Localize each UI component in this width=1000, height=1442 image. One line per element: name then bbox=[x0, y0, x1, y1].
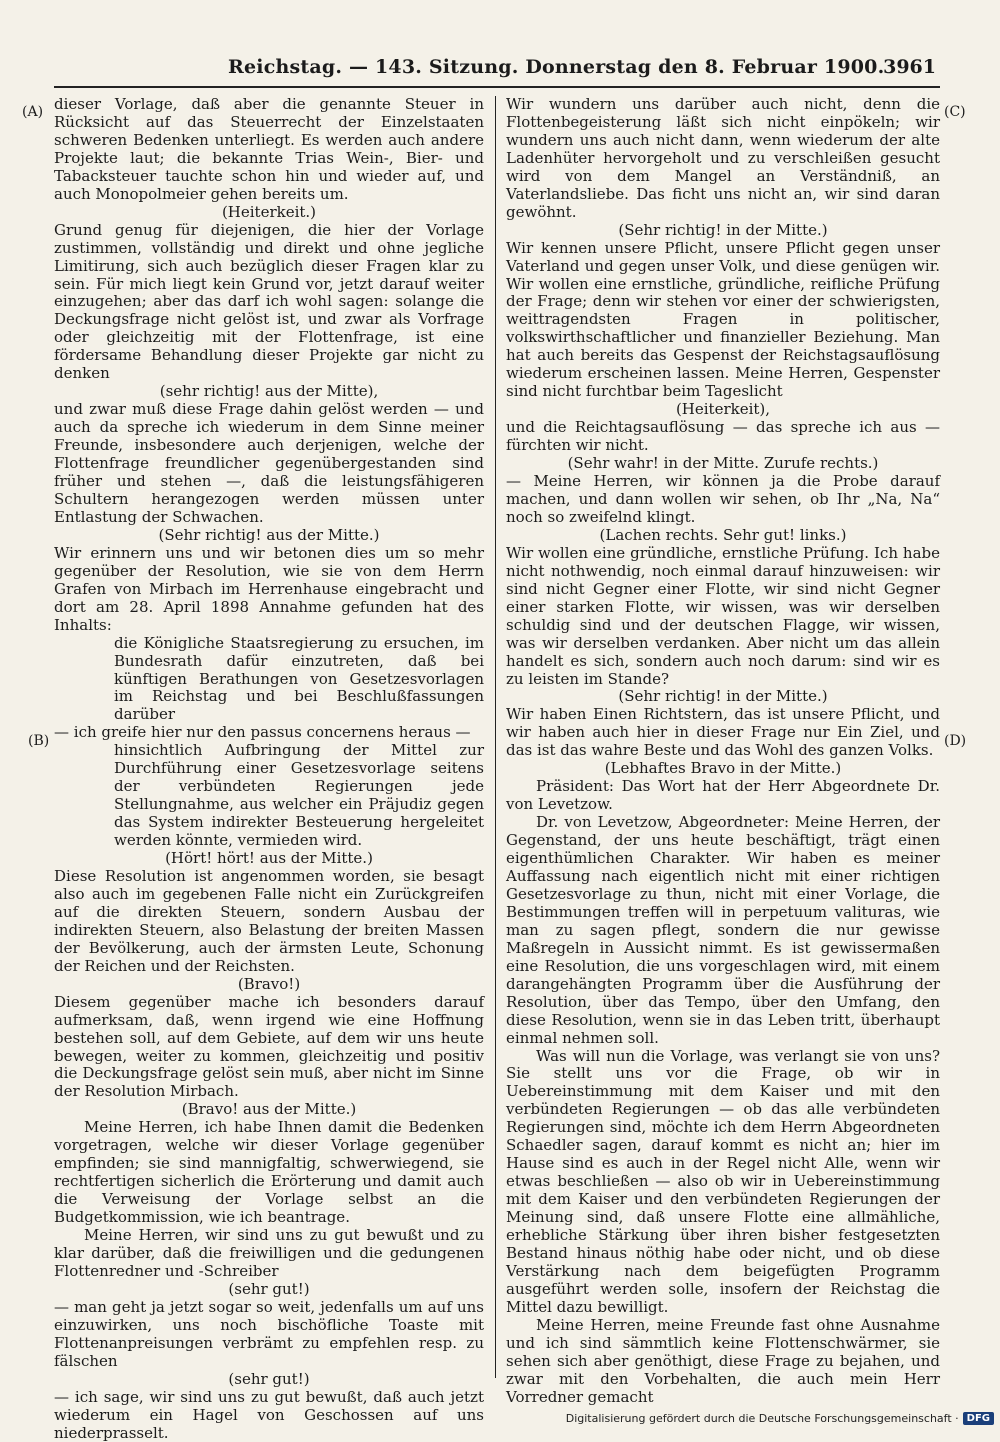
interjection: (Bravo! aus der Mitte.) bbox=[181, 1100, 357, 1119]
margin-mark-c: (C) bbox=[944, 104, 966, 120]
interjection: (Heiterkeit.) bbox=[221, 202, 317, 221]
paragraph: und zwar muß diese Frage dahin gelöst werden — und auch da spreche ich wiederum in dem Sinne meiner Freunde, insbesondere auch derjenigen, welche der Flottenfrage freundlicher gegenübergestanden sind früher und stehen —, daß die leistungsfähigeren Schultern herangezogen werden müssen unter Entlastung der Schwachen. bbox=[54, 400, 484, 526]
interjection: (sehr gut!) bbox=[228, 1369, 310, 1388]
paragraph: Wir wollen eine gründliche, ernstliche Prüfung. Ich habe nicht nothwendig, noch einmal darauf hinzuweisen: wir sind nicht Gegner einer Flotte, wir sind nicht Gegner einer starken Flotte, wir wissen, was wir derselben schuldig sind und der deutschen Flagge, wir wissen, was wir derselben verdanken. Aber nicht um das allein handelt es sich, sondern auch noch darum: sind wir es zu leisten im Stande? bbox=[506, 543, 940, 688]
interjection: (Sehr richtig! aus der Mitte.) bbox=[158, 525, 380, 544]
margin-mark-a: (A) bbox=[22, 104, 44, 120]
interjection: (Lachen rechts. Sehr gut! links.) bbox=[599, 525, 847, 544]
speaker-paragraph: Präsident: Das Wort hat der Herr Abgeordnete Dr. von Levetzow. bbox=[506, 777, 940, 814]
paragraph: — ich greife hier nur den passus concernens heraus — bbox=[54, 723, 471, 742]
paragraph: Wir erinnern uns und wir betonen dies um so mehr gegenüber der Resolution, wie sie von dem Herrn Grafen von Mirbach im Herrenhause eingebracht und dort am 28. April 1898 Annahme gefunden hat des Inhalts: bbox=[54, 543, 484, 634]
dfg-logo: DFG bbox=[963, 1412, 994, 1425]
interjection: (sehr richtig! aus der Mitte), bbox=[159, 382, 379, 401]
paragraph: Wir kennen unsere Pflicht, unsere Pflicht gegen unser Vaterland und gegen unser Volk, und diese genügen wir. Wir wollen eine ernstliche, gründliche, reifliche Prüfung der Frage; denn wir stehen vor einer der schwierigsten, weittragendsten Fragen in politischer, volkswirthschaftlicher und finanzieller Beziehung. Man hat auch bereits das Gespenst der Reichstagsauflösung wiederum erscheinen lassen. Meine Herren, Gespenster sind nicht furchtbar beim Tageslicht bbox=[506, 238, 940, 401]
page-header bbox=[228, 50, 936, 84]
paragraph: — Meine Herren, wir können ja die Probe darauf machen, und dann wollen wir sehen, ob Ihr „Na, Na“ noch so zweifelnd klingt. bbox=[506, 472, 940, 526]
paragraph: Was will nun die Vorlage, was verlangt sie von uns? Sie stellt uns vor die Frage, ob wir in Uebereinstimmung mit dem Kaiser und mit den verbündeten Regierungen — ob das alle verbündeten Regierungen sind, möchte ich dem Herrn Abgeordneten Schaedler sagen, darauf kommt es nicht an; hier im Hause sind es auch in der Regel nicht Alle, wenn wir etwas beschließen — also ob wir in Uebereinstimmung mit dem Kaiser und den verbündeten Regierungen der Meinung sind, daß unsere Flotte eine allmähliche, erhebliche Stärkung über ihren bisher festgesetzten Bestand hinaus nöthig habe oder nicht, und ob diese Verstärkung nach dem beigefügten Programm ausgeführt werden solle, insofern der Reichstag die Mittel dazu bewilligt. bbox=[506, 1046, 940, 1316]
interjection: (Hört! hört! aus der Mitte.) bbox=[165, 849, 373, 868]
column-rule bbox=[495, 96, 496, 1378]
paragraph: Grund genug für diejenigen, die hier der Vorlage zustimmen, vollständig und direkt und ohne jegliche Limitirung, sich auch bezüglich dieser Fragen klar zu sein. Für mich liegt kein Grund vor, jetzt darauf weiter einzugehen; aber das darf ich wohl sagen: solange die Deckungsfrage nicht gelöst ist, und zwar als Vorfrage oder gleichzeitig mit der Flottenfrage, ist eine fördersame Behandlung dieser Projekte gar nicht zu denken bbox=[54, 220, 484, 383]
running-head: Reichstag. — 143. Sitzung. Donnerstag den 8. Februar 1900. bbox=[228, 56, 885, 78]
interjection: (Sehr richtig! in der Mitte.) bbox=[618, 687, 828, 706]
interjection: (Heiterkeit), bbox=[675, 400, 771, 419]
page-number: 3961 bbox=[883, 56, 936, 78]
digitization-credit bbox=[566, 1412, 994, 1425]
right-column bbox=[506, 95, 940, 1406]
quoted-resolution: die Königliche Staatsregierung zu ersuchen, im Bundesrath dafür einzutreten, daß bei künftigen Berathungen von Gesetzesvorlagen im Reichstag und bei Beschlußfassungen darüber bbox=[114, 633, 484, 724]
interjection: (Sehr richtig! in der Mitte.) bbox=[618, 220, 828, 239]
interjection: (Lebhaftes Bravo in der Mitte.) bbox=[604, 759, 842, 778]
paragraph: Diesem gegenüber mache ich besonders darauf aufmerksam, daß, wenn irgend wie eine Hoffnung bestehen soll, auf dem Gebiete, auf dem wir uns heute bewegen, weiter zu kommen, gleichzeitig und positiv die Deckungsfrage gelöst sein muß, aber nicht im Sinne der Resolution Mirbach. bbox=[54, 992, 484, 1101]
paragraph: Wir wundern uns darüber auch nicht, denn die Flottenbegeisterung läßt sich nicht einpökeln; wir wundern uns auch nicht dann, wenn wiederum der alte Ladenhüter hervorgeholt und zu verschleißen gesucht wird von dem Mangel an Verständniß, an Vaterlandsliebe. Das ficht uns nicht an, wir sind daran gewöhnt. bbox=[506, 95, 940, 221]
interjection: (Sehr wahr! in der Mitte. Zurufe rechts.) bbox=[567, 454, 879, 473]
interjection: (Bravo!) bbox=[237, 974, 301, 993]
speaker-paragraph: Dr. von Levetzow, Abgeordneter: Meine Herren, der Gegenstand, der uns heute beschäftigt, trägt einen eigenthümlichen Charakter. Wir haben es meiner Auffassung nach eigentlich nicht mit einer richtigen Gesetzesvorlage zu thun, nicht mit einer Vorlage, die Bestimmungen treffen will in perpetuum valituras, wie man zu sagen pflegt, sondern die nur gewisse Maßregeln in Aussicht nimmt. Es ist gewissermaßen eine Resolution, die uns vorgeschlagen wird, mit einem darangehängten Programm über die Ausführung der Resolution, über das Tempo, über den Umfang, den diese Resolution, wenn sie in das Leben tritt, überhaupt einmal nehmen soll. bbox=[506, 813, 940, 1047]
margin-mark-b: (B) bbox=[28, 733, 50, 749]
interjection: (sehr gut!) bbox=[228, 1279, 310, 1298]
paragraph: — ich sage, wir sind uns zu gut bewußt, daß auch jetzt wiederum ein Hagel von Geschossen auf uns niederprasselt. bbox=[54, 1387, 484, 1442]
paragraph: und die Reichtagsauflösung — das spreche ich aus — fürchten wir nicht. bbox=[506, 418, 940, 455]
quoted-resolution: hinsichtlich Aufbringung der Mittel zur Durchführung einer Gesetzesvorlage seitens der verbündeten Regierungen jede Stellungnahme, aus welcher ein Präjudiz gegen das System indirekter Besteuerung hergeleitet werden könnte, vermieden wird. bbox=[114, 741, 484, 850]
paragraph: Diese Resolution ist angenommen worden, sie besagt also auch im gegebenen Falle nicht ein Zurückgreifen auf die direkten Steuern, sondern Ausbau der indirekten Steuern, also Belastung der breiten Massen der Bevölkerung, auch der ärmsten Leute, Schonung der Reichen und der Reichsten. bbox=[54, 866, 484, 975]
paragraph: dieser Vorlage, daß aber die genannte Steuer in Rücksicht auf das Steuerrecht der Einzelstaaten schweren Bedenken unterliegt. Es werden auch andere Projekte laut; die bekannte Trias Wein-, Bier- und Tabacksteuer tauchte schon hin und wieder auf, und auch Monopolmeier gehen bereits um. bbox=[54, 95, 484, 203]
paragraph: Meine Herren, wir sind uns zu gut bewußt und zu klar darüber, daß die freiwilligen und die gedungenen Flottenredner und -Schreiber bbox=[54, 1226, 484, 1280]
left-column bbox=[54, 95, 484, 1442]
header-rule bbox=[54, 86, 940, 88]
credit-text: Digitalisierung gefördert durch die Deutsche Forschungsgemeinschaft · bbox=[565, 1412, 959, 1425]
paragraph: Wir haben Einen Richtstern, das ist unsere Pflicht, und wir haben auch hier in dieser Frage nur Ein Ziel, und das ist das wahre Beste und das Wohl des ganzen Volks. bbox=[506, 705, 940, 760]
paragraph: — man geht ja jetzt sogar so weit, jedenfalls um auf uns einzuwirken, uns noch bischöfliche Toaste mit Flottenanpreisungen verbrämt zu empfehlen resp. zu fälschen bbox=[54, 1297, 484, 1370]
paragraph: Meine Herren, ich habe Ihnen damit die Bedenken vorgetragen, welche wir dieser Vorlage gegenüber empfinden; sie sind mannigfaltig, schwerwiegend, sie rechtfertigen sicherlich die Erörterung und damit auch die Verweisung der Vorlage selbst an die Budgetkommission, wie ich beantrage. bbox=[54, 1118, 484, 1227]
paragraph: Meine Herren, meine Freunde fast ohne Ausnahme und ich sind sämmtlich keine Flottenschwärmer, sie sehen sich aber genöthigt, diese Frage zu bejahen, und zwar mit den Vorbehalten, die auch mein Herr Vorredner gemacht bbox=[506, 1315, 940, 1406]
margin-mark-d: (D) bbox=[944, 733, 967, 749]
